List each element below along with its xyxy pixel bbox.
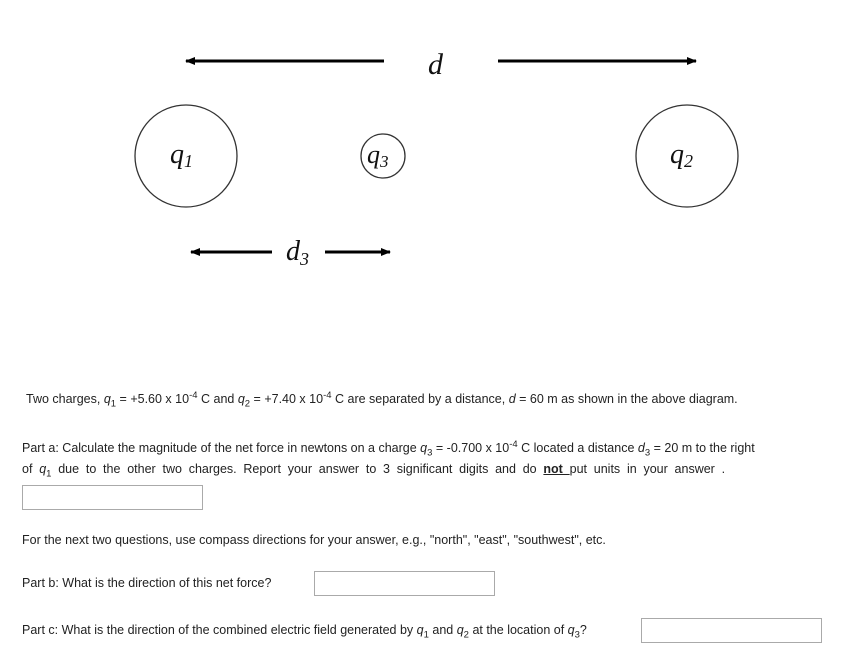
part-a-question-line1: Part a: Calculate the magnitude of the net force in newtons on a charge $q_3 = -0.700$ x $10^{-4}$ C located a distance $d_3 = 20$ m to the right [22,439,755,459]
intro-text: Two charges, $q_1 = +5.60$ x $10^{-4}$ C and $q_2 = +7.40$ x $10^{-4}$ C are separated by a distance, d = 60 m as shown in the above diagram. [26,390,738,410]
d-label: d [428,48,443,81]
part-b-question: Part b: What is the direction of this net force? [22,576,272,590]
d3-label: d3 [286,236,309,269]
q1-label: q1 [170,139,193,171]
part-b-answer-input[interactable] [314,571,495,596]
part-c-question: Part c: What is the direction of the combined electric field generated by $q_1$ and $q_2$ at the location of $q_3$? [22,623,587,641]
q2-label: q2 [670,139,693,171]
charge-diagram [0,0,856,300]
part-a-answer-input[interactable] [22,485,203,510]
q3-label: q3 [367,140,389,171]
not-emphasis: not [543,462,570,476]
part-a-question-line2: of $q_1$ due to the other two charges. Report your answer to 3 significant digits and do not put units in your answer . [22,462,726,480]
part-c-answer-input[interactable] [641,618,822,643]
compass-instructions: For the next two questions, use compass directions for your answer, e.g., "north", "east", "southwest", etc. [22,533,606,547]
